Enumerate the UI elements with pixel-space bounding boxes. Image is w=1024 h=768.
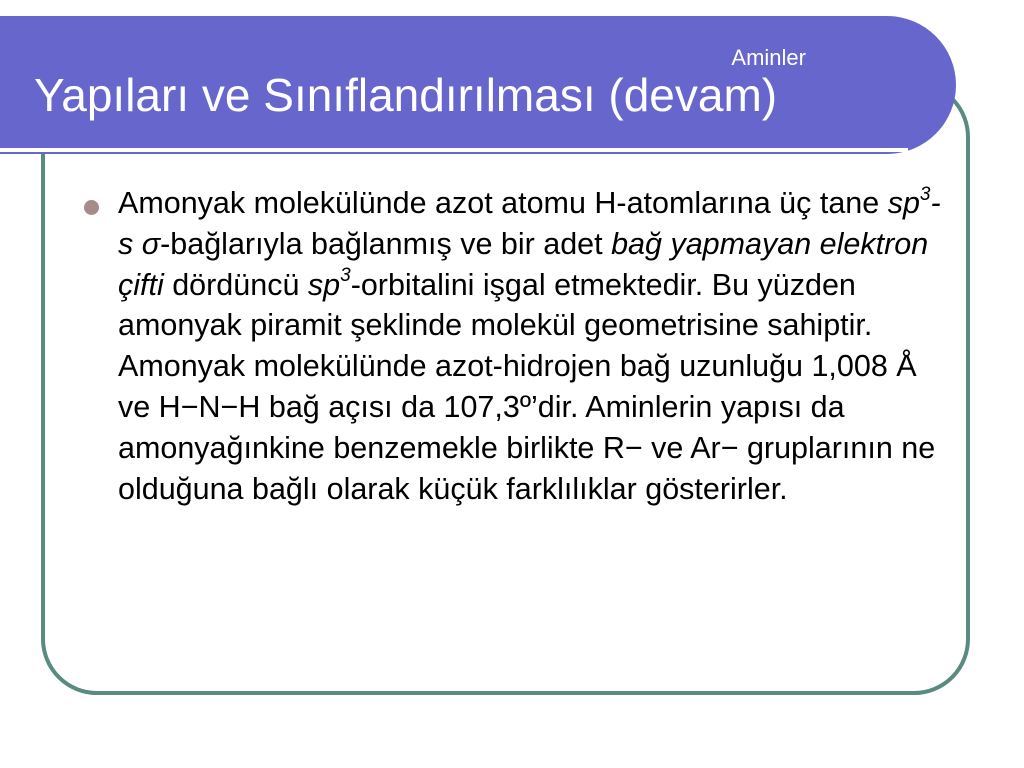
bullet-icon bbox=[84, 200, 99, 215]
orbital-sp-label: sp bbox=[887, 186, 920, 220]
lone-pair-term: bağ yapmayan elektron çifti bbox=[118, 226, 929, 302]
bullet-text bbox=[118, 183, 948, 509]
title-underline bbox=[0, 148, 908, 152]
text-segment: -orbitalini işgal etmektedir. Bu yüzden amonyak piramit şeklinde molekül geometrisine sahiptir. Amonyak molekülünde azot-hidrojen bağ uzunluğu 1,008 Å ve H−N−H bağ açısı da 107,3º’dir. Aminlerin yapısı da amonyağınkine benzemekle birlikte R− ve Ar− gruplarının ne olduğuna bağlı olarak küçük farklılıklar gösterirler. bbox=[118, 267, 936, 506]
slide-subtitle: Aminler bbox=[731, 45, 806, 70]
text-segment: Amonyak molekülünde azot atomu H-atomlarına üç tane bbox=[118, 186, 888, 220]
slide-title: Yapıları ve Sınıflandırılması (devam) bbox=[34, 69, 778, 121]
orbital-sp-label: sp bbox=[307, 267, 341, 302]
text-segment: dördüncü bbox=[163, 267, 308, 302]
orbital-superscript: 3 bbox=[340, 265, 351, 287]
text-segment: -bağlarıyla bağlanmış ve bir adet bbox=[160, 226, 612, 261]
orbital-superscript: 3 bbox=[919, 183, 931, 205]
title-bar bbox=[0, 16, 956, 154]
sigma-bond-label: -s σ bbox=[118, 186, 941, 261]
